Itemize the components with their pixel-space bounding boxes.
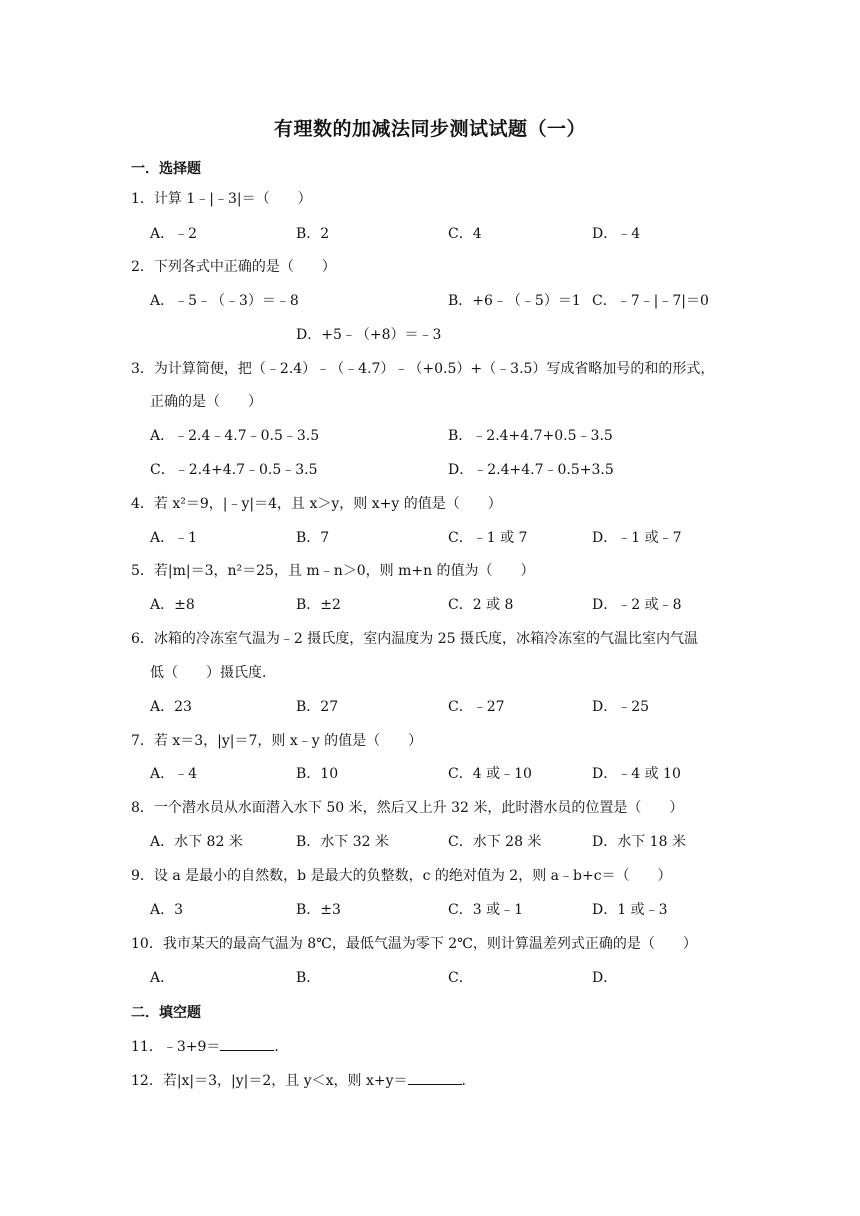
q3-option-b: B．﹣2.4+4.7+0.5﹣3.5 <box>448 428 613 444</box>
q3-option-c: C．﹣2.4+4.7﹣0.5﹣3.5 <box>150 462 318 478</box>
q3-option-a: A．﹣2.4﹣4.7﹣0.5﹣3.5 <box>150 428 320 444</box>
q10-option-c: C． <box>448 970 473 986</box>
q7-option-d: D．﹣4 或 10 <box>592 766 681 782</box>
section-heading-choice: 一．选择题 <box>131 161 201 177</box>
answer-blank <box>408 1070 462 1085</box>
question-5-stem: 5．若|m|＝3，n²＝25，且 m﹣n＞0，则 m+n 的值为（ ） <box>131 563 535 579</box>
q5-option-b: B．±2 <box>296 597 341 613</box>
q9-option-b: B．±3 <box>296 902 341 918</box>
question-11-end: ． <box>274 1039 289 1055</box>
question-9-stem: 9．设 a 是最小的自然数，b 是最大的负整数，c 的绝对值为 2，则 a﹣b+c＝（ ） <box>131 868 672 884</box>
q9-option-d: D．1 或﹣3 <box>592 902 668 918</box>
page-title: 有理数的加减法同步测试试题（一） <box>273 118 586 140</box>
q9-option-c: C．3 或﹣1 <box>448 902 523 918</box>
q10-option-a: A． <box>150 970 175 986</box>
q2-option-a: A．﹣5﹣（﹣3）＝﹣8 <box>150 293 299 309</box>
question-3-stem-cont: 正确的是（ ） <box>150 394 262 410</box>
q5-option-a: A．±8 <box>150 597 195 613</box>
q1-option-c: C．4 <box>448 226 482 242</box>
q7-option-b: B．10 <box>296 766 339 782</box>
q4-option-c: C．﹣1 或 7 <box>448 530 528 546</box>
q4-option-b: B．7 <box>296 530 330 546</box>
q5-option-d: D．﹣2 或﹣8 <box>592 597 682 613</box>
q4-option-a: A．﹣1 <box>150 530 198 546</box>
question-8-stem: 8．一个潜水员从水面潜入水下 50 米，然后又上升 32 米，此时潜水员的位置是（ ） <box>131 800 684 816</box>
q10-option-d: D． <box>592 970 618 986</box>
question-3-stem: 3．为计算简便，把（﹣2.4）﹣（﹣4.7）﹣（+0.5）+（﹣3.5）写成省略加号的和的形式， <box>131 361 715 377</box>
q2-option-b: B．+6﹣（﹣5）＝1 <box>448 293 581 309</box>
q4-option-d: D．﹣1 或﹣7 <box>592 530 682 546</box>
question-6-stem-cont: 低（ ）摄氏度． <box>150 665 276 681</box>
section-heading-fill: 二．填空题 <box>131 1005 201 1021</box>
question-12-text: 12．若|x|＝3，|y|＝2，且 y＜x，则 x+y＝ <box>131 1073 408 1089</box>
q3-option-d: D．﹣2.4+4.7﹣0.5+3.5 <box>448 462 614 478</box>
q10-option-b: B． <box>296 970 321 986</box>
q9-option-a: A．3 <box>150 902 184 918</box>
question-11-text: 11．﹣3+9＝ <box>131 1039 221 1055</box>
question-12-end: ． <box>461 1073 476 1089</box>
question-11 <box>131 1036 288 1057</box>
q7-option-c: C．4 或﹣10 <box>448 766 532 782</box>
question-12 <box>131 1070 476 1091</box>
question-2-stem: 2．下列各式中正确的是（ ） <box>131 259 336 275</box>
q1-option-b: B．2 <box>296 226 330 242</box>
q6-option-a: A．23 <box>150 699 192 715</box>
q8-option-b: B．水下 32 米 <box>296 834 390 850</box>
q8-option-a: A．水下 82 米 <box>150 834 243 850</box>
q2-option-d: D．+5﹣（+8）＝﹣3 <box>296 327 442 343</box>
q5-option-c: C．2 或 8 <box>448 597 514 613</box>
q6-option-c: C．﹣27 <box>448 699 505 715</box>
question-7-stem: 7．若 x＝3，|y|＝7，则 x﹣y 的值是（ ） <box>131 733 423 749</box>
q6-option-b: B．27 <box>296 699 339 715</box>
question-4-stem: 4．若 x²＝9，|﹣y|＝4，且 x＞y，则 x+y 的值是（ ） <box>131 496 502 512</box>
q6-option-d: D．﹣25 <box>592 699 650 715</box>
q8-option-d: D．水下 18 米 <box>592 834 686 850</box>
answer-blank <box>220 1036 274 1051</box>
question-6-stem: 6．冰箱的冷冻室气温为﹣2 摄氏度，室内温度为 25 摄氏度，冰箱冷冻室的气温比室内气温 <box>131 631 698 647</box>
q1-option-d: D．﹣4 <box>592 226 641 242</box>
q1-option-a: A．﹣2 <box>150 226 198 242</box>
question-1-stem: 1．计算 1﹣|﹣3|＝（ ） <box>131 191 312 207</box>
q7-option-a: A．﹣4 <box>150 766 198 782</box>
q8-option-c: C．水下 28 米 <box>448 834 542 850</box>
q2-option-c: C．﹣7﹣|﹣7|＝0 <box>592 293 709 309</box>
question-10-stem: 10．我市某天的最高气温为 8℃，最低气温为零下 2℃，则计算温差列式正确的是（ ） <box>131 936 697 952</box>
